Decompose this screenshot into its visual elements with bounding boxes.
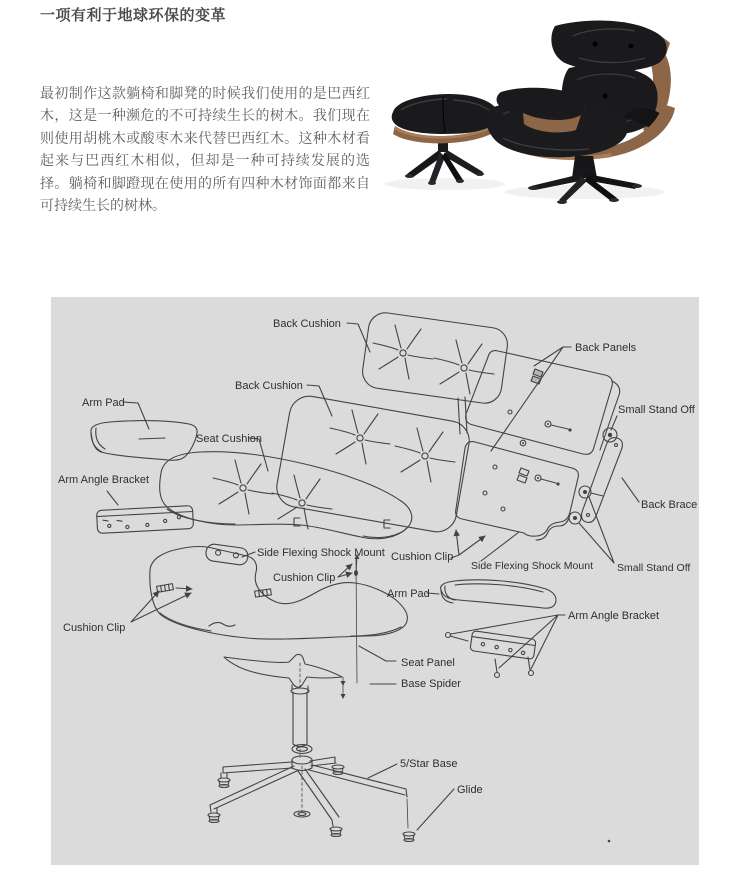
small-stand-off-low-drawing <box>569 512 581 524</box>
label-back-cushion-left: Back Cushion <box>235 380 303 392</box>
back-panel-lower-drawing <box>456 442 579 540</box>
label-glide: Glide <box>457 784 483 796</box>
lounge-chair-illustration <box>373 14 695 214</box>
exploded-diagram <box>51 297 699 865</box>
lounge-chair-photo <box>486 21 675 204</box>
label-arm-angle-bracket-right: Arm Angle Bracket <box>568 610 660 622</box>
arm-pad-right-drawing <box>441 580 556 608</box>
label-side-flexing-shock-mount-left: Side Flexing Shock Mount <box>257 547 385 559</box>
back-brace-drawing <box>582 438 623 523</box>
label-star-base: 5/Star Base <box>400 758 458 770</box>
label-cushion-clip-left: Cushion Clip <box>63 622 126 634</box>
label-arm-pad-right: Arm Pad <box>387 588 430 600</box>
star-base-drawing <box>208 756 415 842</box>
seat-cushion-drawing <box>160 452 412 539</box>
exploded-diagram-panel <box>51 297 699 865</box>
cushion-hinge-strap <box>458 397 467 434</box>
label-small-stand-off-top: Small Stand Off <box>618 404 695 416</box>
label-seat-cushion: Seat Cushion <box>196 433 263 445</box>
stray-screw-dot <box>608 840 611 843</box>
label-arm-angle-bracket-left: Arm Angle Bracket <box>58 474 150 486</box>
label-arm-pad-left: Arm Pad <box>82 397 125 409</box>
label-back-brace: Back Brace <box>641 499 698 511</box>
label-cushion-clip-mid: Cushion Clip <box>273 572 336 584</box>
product-photo <box>373 14 695 214</box>
base-spider-drawing <box>224 654 342 812</box>
label-seat-panel: Seat Panel <box>401 657 455 669</box>
ottoman-illustration <box>392 94 499 185</box>
cushion-clip-side-view <box>209 622 235 626</box>
description-paragraph: 最初制作这款躺椅和脚凳的时候我们使用的是巴西红木，这是一种濒危的不可持续生长的树木。我们现在则使用胡桃木或酸枣木来代替巴西红木。这种木材看起来与巴西红木相似，但却是一种可持续发展的选择。躺椅和脚蹬现在使用的所有四种木材饰面都来自可持续生长的树林。 <box>40 85 370 214</box>
label-base-spider: Base Spider <box>401 678 461 690</box>
page-title: 一项有利于地球环保的变革 <box>40 7 227 24</box>
leader-lines <box>107 323 639 830</box>
label-back-panels: Back Panels <box>575 342 637 354</box>
glide-detached <box>403 832 415 842</box>
label-back-cushion-top: Back Cushion <box>273 318 341 330</box>
arm-angle-bracket-right-drawing <box>446 631 537 678</box>
cushion-clip-drawing-mid <box>255 589 272 597</box>
label-side-flexing-shock-mount-right: Side Flexing Shock Mount <box>471 560 593 572</box>
label-cushion-clip-right: Cushion Clip <box>391 551 454 563</box>
arm-angle-bracket-left-drawing <box>96 506 193 534</box>
label-small-stand-off-bottom: Small Stand Off <box>617 562 691 574</box>
seat-panel-drawing <box>150 543 408 699</box>
